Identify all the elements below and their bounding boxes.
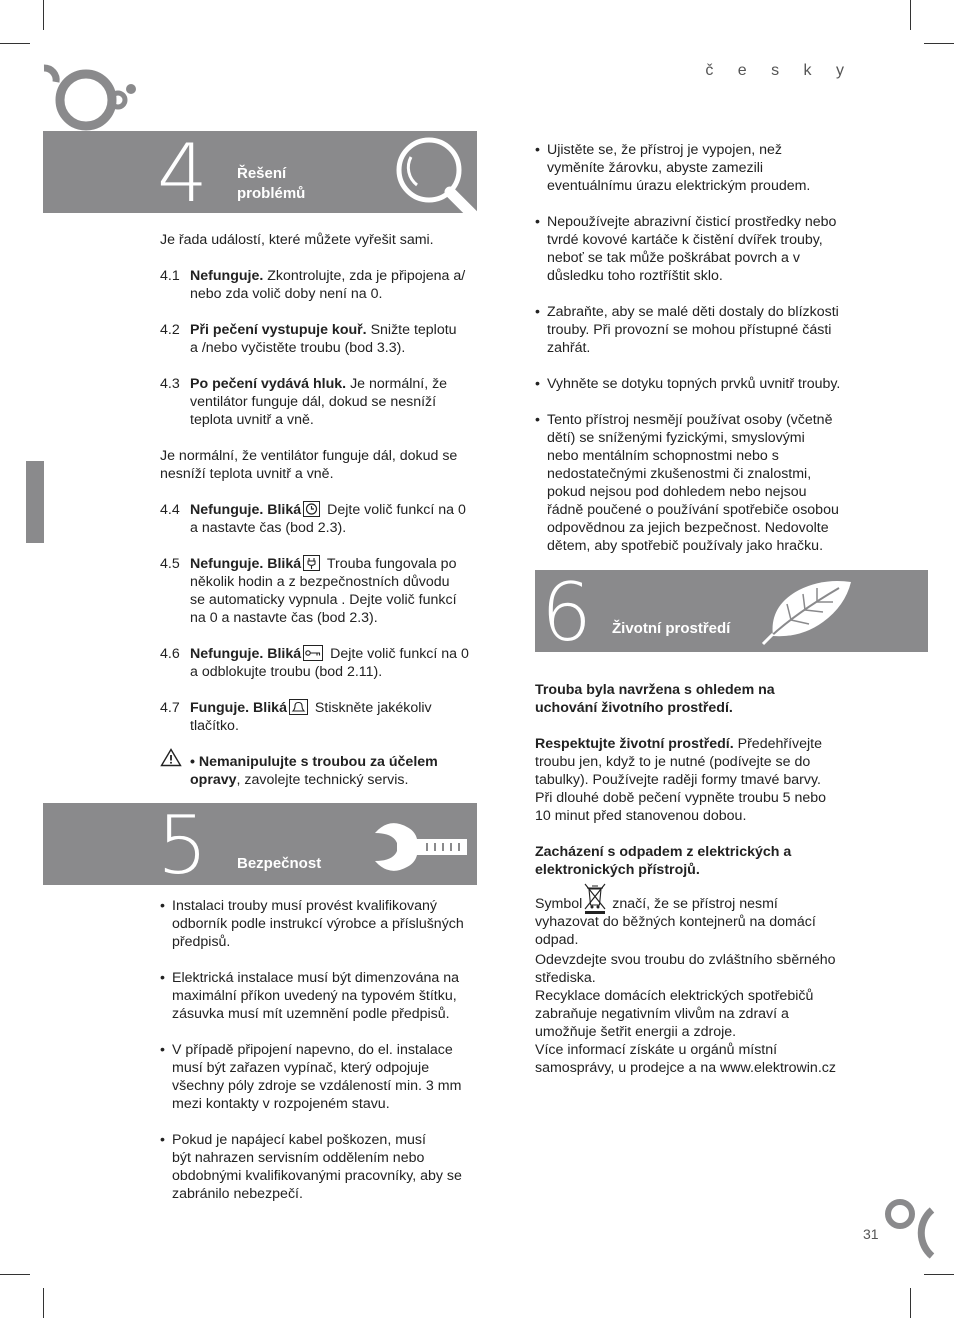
item-bold: Nefunguje. Bliká <box>190 646 302 662</box>
item-text: na 0 a nastavte čas (bod 2.3). <box>190 610 378 626</box>
respect-line: Při dlouhé době pečení vypněte troubu 5 nebo <box>535 790 827 806</box>
magnifier-icon <box>393 137 477 213</box>
environment-heading <box>535 681 875 717</box>
bullet-line: eventuálnímu úrazu elektrickým proudem. <box>547 178 811 194</box>
heading-line: Trouba byla navržena s ohledem na <box>535 682 775 698</box>
bullet-line: obdobnými kvalifikovanými pracovníky, aby se <box>172 1168 462 1184</box>
item-bold: Po pečení vydává hluk. <box>190 376 347 392</box>
section-title: Bezpečnost <box>237 855 322 872</box>
item-text: Zkontrolujte, zda je připojena a/ <box>263 268 466 284</box>
section-6-banner <box>535 570 928 652</box>
bullet-dot: • <box>160 898 165 914</box>
bullet-line: důsledku toho roztříštit sklo. <box>547 268 723 284</box>
symbol-line: odpad. <box>535 932 579 948</box>
item-bold: Nefunguje. <box>190 268 264 284</box>
item-text: a /nebo vyčistěte troubu (bod 3.3). <box>190 340 406 356</box>
item-bold: Nefunguje. Bliká <box>190 556 302 572</box>
bullet-line: předpisů. <box>172 934 231 950</box>
bullet-line: musí být zařazen vypínač, který odpojuje <box>172 1060 430 1076</box>
crop-mark <box>43 1288 44 1318</box>
item-text: nebo zda volič doby není na 0. <box>190 286 383 302</box>
bullet-line: mezi kontakty v rozpojeném stavu. <box>172 1096 390 1112</box>
symbol-line: vyhazovat do běžných kontejnerů na domácí <box>535 914 816 930</box>
bullet-dot: • <box>535 142 540 158</box>
respect-text: Předehřívejte <box>733 736 822 752</box>
item-text: Stiskněte jakékoliv <box>310 700 432 716</box>
bullet-line: maximální příkon uvedený na typovém štítku, <box>172 988 457 1004</box>
bullet-line: Tento přístroj nesmějí používat osoby (včetně <box>547 412 833 428</box>
troubleshoot-item <box>160 375 520 429</box>
bullet-dot: • <box>160 1132 165 1148</box>
safety-bullet <box>535 303 877 357</box>
recycling-paragraph <box>535 951 875 1077</box>
safety-bullet <box>160 897 502 951</box>
bullet-line: Nepoužívejte abrazivní čisticí prostředky nebo <box>547 214 837 230</box>
item-text: několik hodin a z bezpečnostních důvodu <box>190 574 450 590</box>
item-number: 4.3 <box>160 376 180 392</box>
clock-icon <box>303 501 320 517</box>
item-bold: Při pečení vystupuje kouř. <box>190 322 367 338</box>
section-title-line: Řešení <box>237 165 287 182</box>
bullet-line: všechny póly zdroje se vzdáleností min. 3 mm <box>172 1078 462 1094</box>
crop-mark <box>43 0 44 30</box>
recycling-line: střediska. <box>535 970 596 986</box>
safety-bullet <box>535 141 877 195</box>
recycling-line: umožňuje šetřit energii a zdroje. <box>535 1024 737 1040</box>
bullet-dot: • <box>535 376 540 392</box>
bullet-line: vyměníte žárovku, abyste zamezili <box>547 160 764 176</box>
troubleshoot-item <box>160 267 520 303</box>
bullet-dot: • <box>160 1042 165 1058</box>
key-icon <box>303 645 323 661</box>
item-text: Dejte volič funkcí na 0 <box>326 646 469 662</box>
symbol-text: značí, že se přístroj nesmí <box>608 896 778 912</box>
bell-icon <box>289 699 308 715</box>
crop-mark <box>924 1274 954 1275</box>
brand-circles-icon <box>40 62 140 134</box>
safety-bullet <box>535 213 877 285</box>
weee-bin-icon <box>582 895 608 913</box>
bullet-line: neboť se tak může poškrábat povrch a v <box>547 250 800 266</box>
item-bold: Nefunguje. Bliká <box>190 502 302 518</box>
page-number: 31 <box>863 1226 879 1242</box>
note-line: Je normální, že ventilátor funguje dál, dokud se <box>160 448 458 464</box>
respect-line: tabulky). Používejte raději formy tmavé barvy. <box>535 772 821 788</box>
recycling-line: Více informací získáte u orgánů místní <box>535 1042 778 1058</box>
item-text: teplota uvnitř a vně. <box>190 412 314 428</box>
bullet-line: dětem, aby spotřebič používaly jako hračku. <box>547 538 824 554</box>
section-title: Životní prostředí <box>612 620 731 637</box>
warning-text <box>190 753 490 789</box>
item-number: 4.7 <box>160 700 180 716</box>
bullet-line: Zabraňte, aby se malé děti dostaly do blízkosti <box>547 304 839 320</box>
side-tab-marker <box>26 461 44 543</box>
section-4-note <box>160 447 457 483</box>
bullet-line: zahřát. <box>547 340 591 356</box>
bullet-line: zabránilo nebezpečí. <box>172 1186 303 1202</box>
heading-line: Zacházení s odpadem z elektrických a <box>535 844 792 860</box>
item-text: a nastavte čas (bod 2.3). <box>190 520 347 536</box>
item-text: Trouba fungovala po <box>323 556 457 572</box>
heading-line: elektronických přístrojů. <box>535 862 700 878</box>
bullet-line: zásuvka musí mít uzemnění podle předpisů. <box>172 1006 450 1022</box>
language-label: č e s k y <box>705 62 854 79</box>
bullet-line: Elektrická instalace musí být dimenzována na <box>172 970 460 986</box>
bullet-line: dětí) se sníženými fyzickými, smyslovými <box>547 430 805 446</box>
crop-mark <box>0 1274 30 1275</box>
bullet-line: nedostatečnými zkušenostmi či znalostmi, <box>547 466 812 482</box>
warning-rest: , zavolejte technický servis. <box>236 772 409 788</box>
item-bold: Funguje. Bliká <box>190 700 287 716</box>
safety-bullet <box>160 969 502 1023</box>
troubleshoot-item <box>160 555 520 627</box>
item-text: Je normální, že <box>346 376 448 392</box>
safety-bullet <box>535 411 877 555</box>
respect-line: troubu jen, když to je nutné (podívejte se do <box>535 754 811 770</box>
crop-mark <box>924 43 954 44</box>
safety-bullet <box>535 375 877 393</box>
safety-bullet <box>160 1131 502 1203</box>
item-text: ventilátor funguje dál, dokud se nesníží <box>190 394 437 410</box>
recycling-line: Recyklace domácích elektrických spotřebičů <box>535 988 814 1004</box>
recycling-line: samosprávy, u prodejce a na www.elektrowin.cz <box>535 1060 836 1076</box>
bullet-line: pokud nejsou pod dohledem nebo nejsou <box>547 484 807 500</box>
crop-mark <box>910 0 911 30</box>
item-text: Dejte volič funkcí na 0 <box>323 502 466 518</box>
section-number: 6 <box>541 570 592 652</box>
plug-icon <box>303 555 320 571</box>
item-text: Snižte teplotu <box>366 322 457 338</box>
bullet-dot: • <box>160 970 165 986</box>
bullet-line: Pokud je napájecí kabel poškozen, musí <box>172 1132 426 1148</box>
bullet-line: nebo mentálním schopnostmi nebo s <box>547 448 779 464</box>
section-4-intro: Je řada událostí, které můžete vyřešit sami. <box>160 232 434 248</box>
bullet-line: V případě připojení napevno, do el. instalace <box>172 1042 453 1058</box>
heading-line: uchování životního prostředí. <box>535 700 733 716</box>
item-number: 4.4 <box>160 502 180 518</box>
brand-circles-icon <box>880 1190 940 1260</box>
environment-respect <box>535 735 875 825</box>
bullet-dot: • <box>535 214 540 230</box>
item-number: 4.2 <box>160 322 180 338</box>
symbol-text: Symbol <box>535 896 583 912</box>
bullet-dot: • <box>535 304 540 320</box>
bullet-line: Vyhněte se dotyku topných prvků uvnitř trouby. <box>547 376 841 392</box>
bullet-line: Ujistěte se, že přístroj je vypojen, než <box>547 142 782 158</box>
item-text: se automaticky vypnula . Dejte volič funkcí <box>190 592 457 608</box>
note-line: nesníží teplota uvnitř a vně. <box>160 466 334 482</box>
troubleshoot-item <box>160 645 520 681</box>
item-text: tlačítko. <box>190 718 239 734</box>
troubleshoot-item <box>160 501 520 537</box>
waste-heading <box>535 843 875 879</box>
crop-mark <box>0 43 30 44</box>
bullet-line: trouby. Při provozní se mohou přístupné části <box>547 322 832 338</box>
wrench-icon <box>371 817 471 877</box>
warning-icon <box>160 748 182 767</box>
item-number: 4.5 <box>160 556 180 572</box>
section-title-line: problémů <box>237 185 306 202</box>
item-text: a odblokujte troubu (bod 2.11). <box>190 664 383 680</box>
safety-bullet <box>160 1041 502 1113</box>
bullet-dot: • <box>535 412 540 428</box>
section-4-banner <box>43 131 477 213</box>
crop-mark <box>910 1288 911 1318</box>
bullet-line: řádně poučené o používání spotřebiče osobou <box>547 502 839 518</box>
bullet-line: být nahrazen servisním oddělením nebo <box>172 1150 425 1166</box>
symbol-paragraph <box>535 895 875 949</box>
recycling-line: Odevzdejte svou troubu do zvláštního sběrného <box>535 952 836 968</box>
bullet-line: Instalaci trouby musí provést kvalifikovaný <box>172 898 437 914</box>
troubleshoot-item <box>160 699 520 735</box>
troubleshoot-item <box>160 321 520 357</box>
leaf-icon <box>761 576 853 646</box>
item-number: 4.6 <box>160 646 180 662</box>
warning-bold: opravy <box>190 772 237 788</box>
section-title <box>237 164 305 204</box>
recycling-line: zabraňuje negativním vlivům na zdraví a <box>535 1006 789 1022</box>
bullet-line: odborník podle instrukcí výrobce a příslušných <box>172 916 464 932</box>
section-number: 5 <box>157 803 208 885</box>
respect-bold: Respektujte životní prostředí. <box>535 736 734 752</box>
warning-bold: • Nemanipulujte s troubou za účelem <box>190 754 438 770</box>
section-5-banner <box>43 803 477 885</box>
item-number: 4.1 <box>160 268 180 284</box>
bullet-line: odpovědnou za jejich bezpečnost. Nedovolte <box>547 520 829 536</box>
section-number: 4 <box>157 131 208 213</box>
bullet-line: tvrdé kovové kartáče k čistění dvířek trouby, <box>547 232 823 248</box>
respect-line: 10 minut před stanovenou dobou. <box>535 808 747 824</box>
